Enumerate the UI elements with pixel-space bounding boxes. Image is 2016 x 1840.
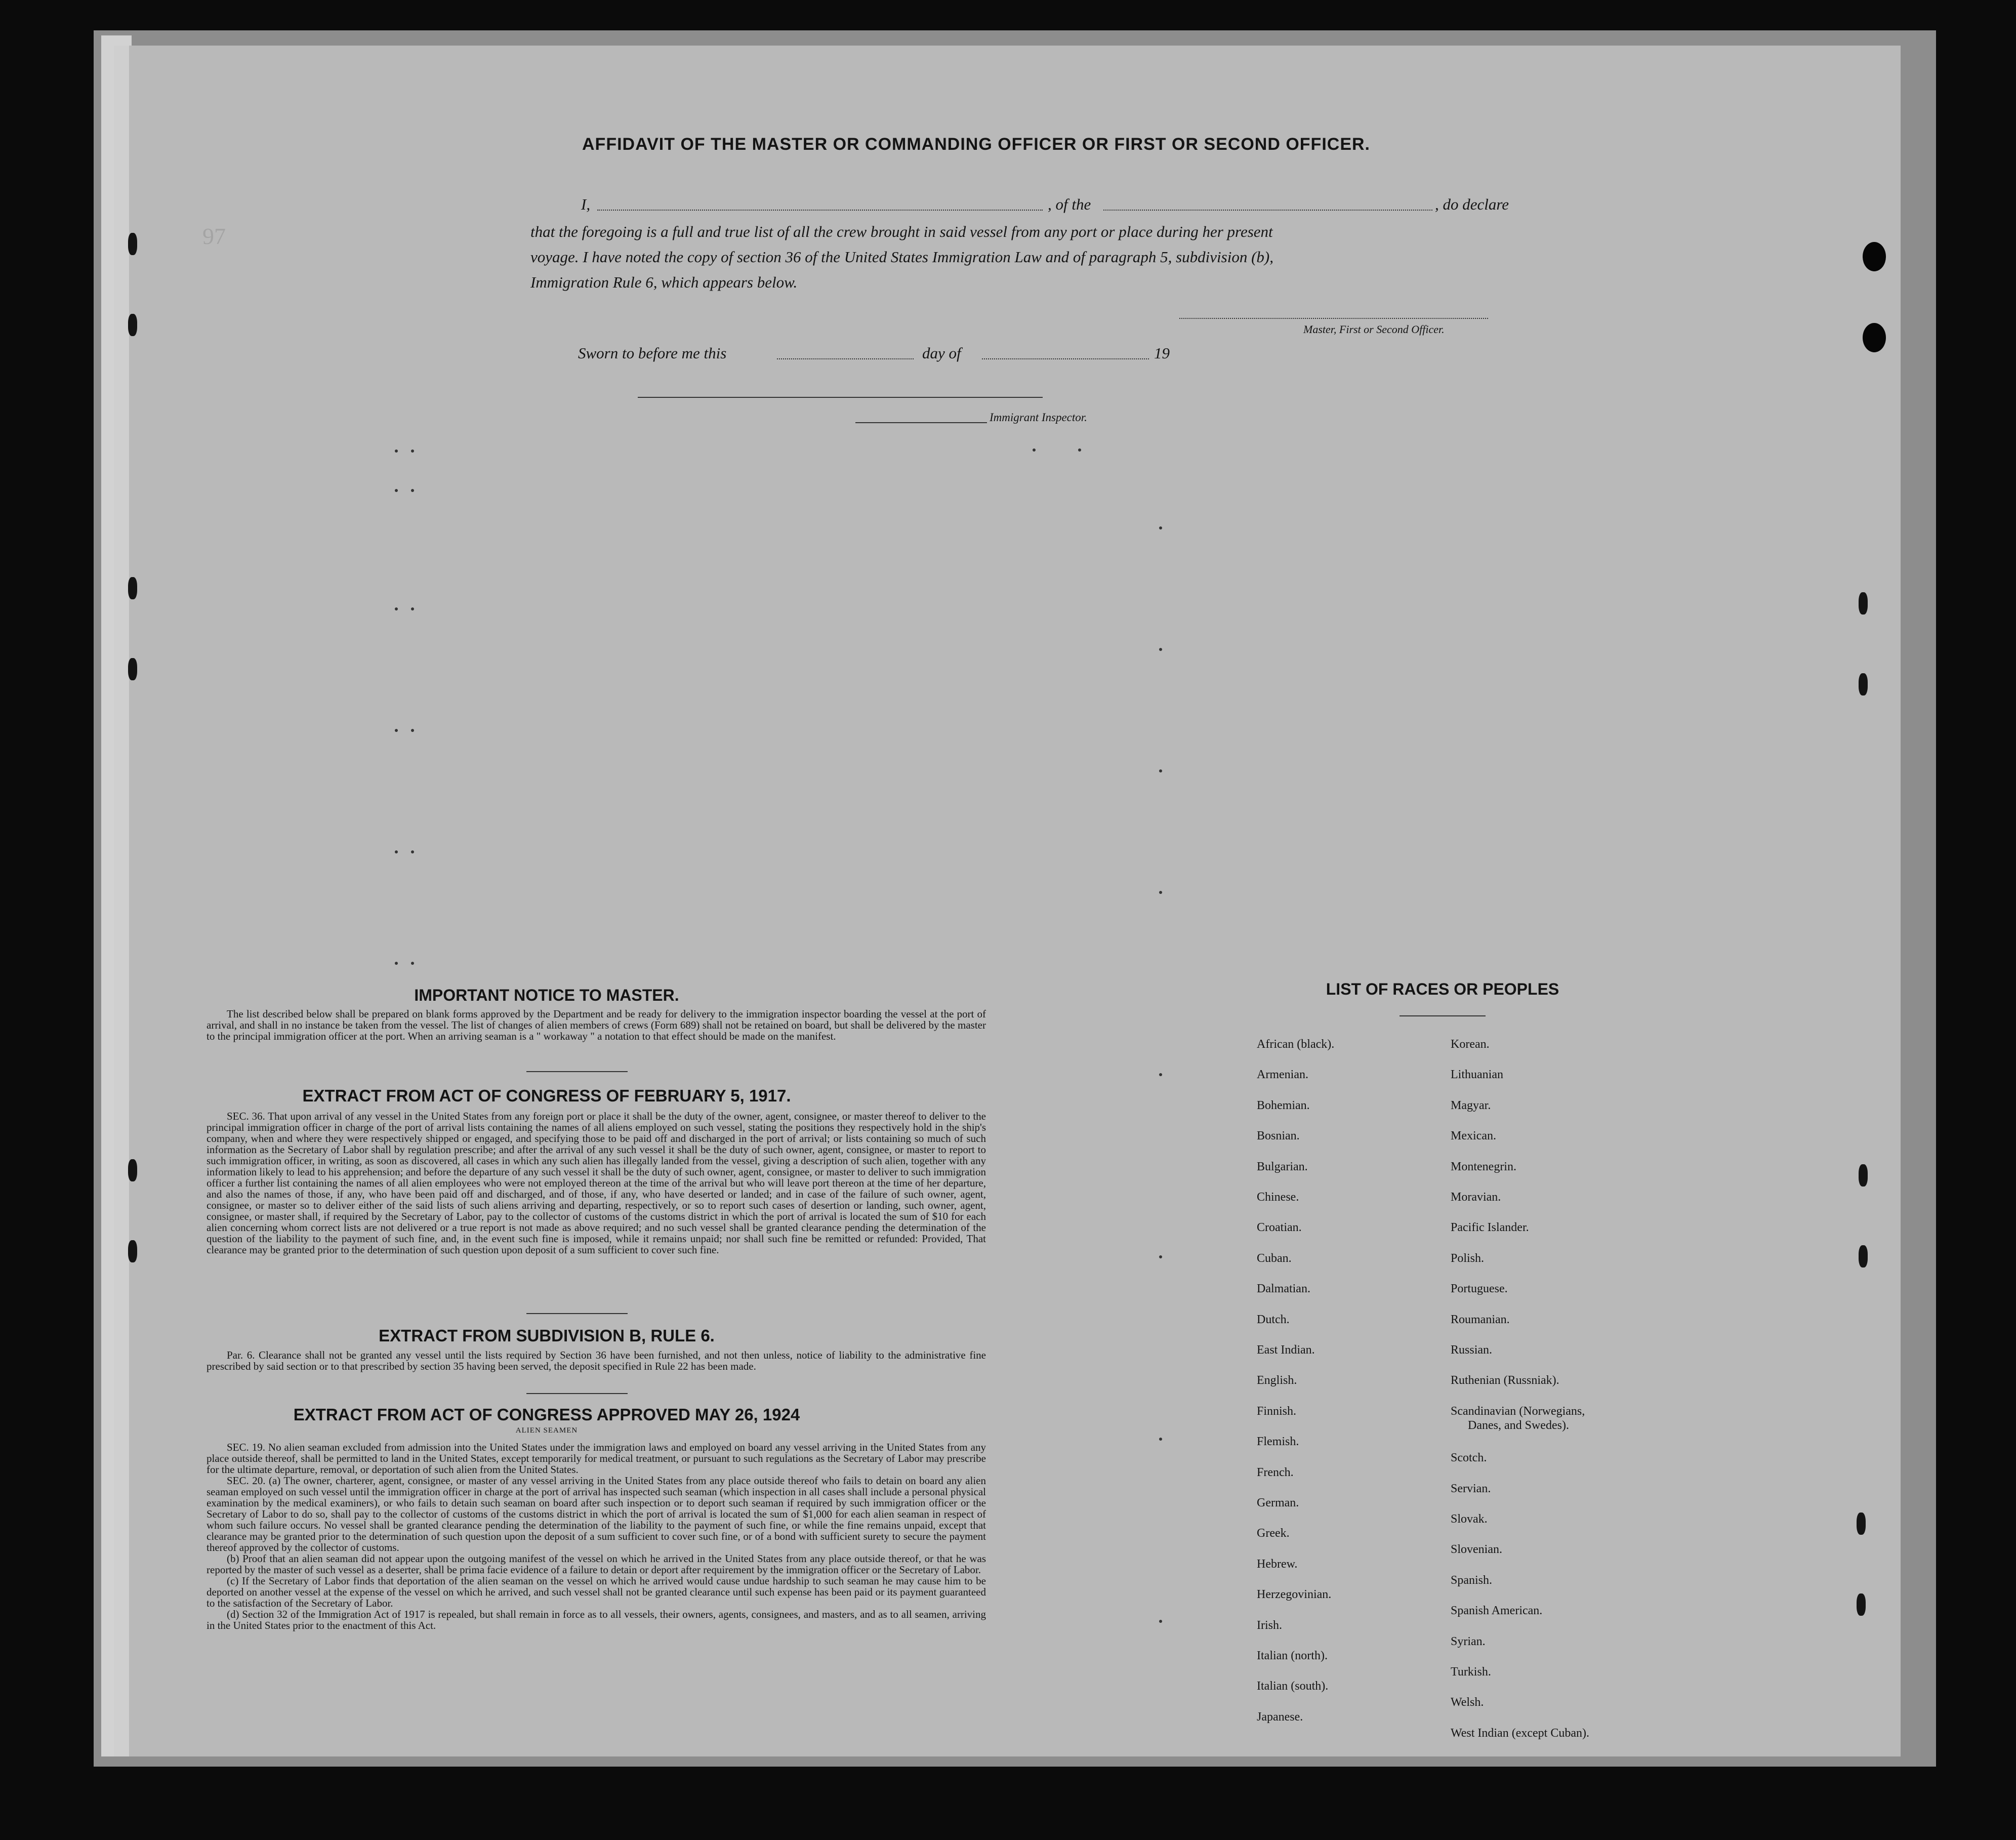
race-item: German. <box>1257 1496 1299 1509</box>
rule6-text <box>207 1350 986 1372</box>
margin-page-number: 97 <box>202 223 226 249</box>
sec20d-paragraph: (d) Section 32 of the Immigration Act of 1917 is repealed, but shall remain in force as to all vessels, their owners, agents, consignees, and masters, and as to all seamen, arriving in the United States prior to the enactment of this Act. <box>207 1608 986 1631</box>
dot <box>1159 526 1162 529</box>
dot <box>1159 1438 1162 1441</box>
notice-title: IMPORTANT NOTICE TO MASTER. <box>414 986 679 1004</box>
race-item: Ruthenian (Russniak). <box>1451 1374 1559 1387</box>
punch-hole-faint <box>1857 1512 1866 1535</box>
race-item: French. <box>1257 1465 1294 1479</box>
master-signature-line <box>1179 318 1488 319</box>
race-item: Italian (south). <box>1257 1680 1329 1693</box>
race-item: Russian. <box>1451 1343 1493 1357</box>
race-item: Scotch. <box>1451 1451 1487 1465</box>
race-item: Magyar. <box>1451 1098 1491 1112</box>
master-signature-label: Master, First or Second Officer. <box>1303 323 1445 336</box>
section-rule <box>526 1393 628 1394</box>
race-item: Korean. <box>1451 1038 1490 1051</box>
race-item: Italian (north). <box>1257 1649 1328 1662</box>
sworn-text: Sworn to before me this <box>578 344 727 362</box>
affidavit-declare: , do declare <box>1435 195 1509 213</box>
affidavit-of-the: , of the <box>1048 195 1091 213</box>
dot <box>395 729 398 732</box>
left-margin-hole <box>128 1240 137 1262</box>
sworn-day-of: day of <box>922 344 961 362</box>
sec20c-paragraph: (c) If the Secretary of Labor finds that deportation of the alien seaman on the vessel on which he arrived would cause undue hardship to such seaman he may cause him to be deported on another vessel at the expense of the vessel on which he arrived, and such vessel shall not be granted clearance until such expense has been paid or its payment guaranteed to the satisfaction of the Secretary of Labor. <box>207 1575 986 1609</box>
races-title: LIST OF RACES OR PEOPLES <box>1326 980 1559 998</box>
dot <box>411 962 414 965</box>
extract-1917-title: EXTRACT FROM ACT OF CONGRESS OF FEBRUARY 5, 1917. <box>302 1086 791 1105</box>
notice-text <box>207 1008 986 1042</box>
race-item: Herzegovinian. <box>1257 1588 1332 1602</box>
dot <box>411 850 414 853</box>
race-item: Cuban. <box>1257 1251 1292 1265</box>
sworn-month-blank <box>982 358 1149 359</box>
dot <box>395 449 398 453</box>
race-item: Slovenian. <box>1451 1543 1502 1557</box>
race-item: Turkish. <box>1451 1665 1491 1679</box>
section-rule <box>526 1313 628 1314</box>
race-item: West Indian (except Cuban). <box>1451 1726 1589 1740</box>
race-item: Danes, and Swedes). <box>1468 1418 1569 1432</box>
race-item: Armenian. <box>1257 1068 1308 1082</box>
left-margin-hole <box>128 577 137 599</box>
race-item: Lithuanian <box>1451 1068 1503 1082</box>
inspector-line-1 <box>638 397 1043 398</box>
dot <box>1033 448 1036 452</box>
race-item: Dutch. <box>1257 1313 1290 1326</box>
sworn-day-blank <box>777 358 914 359</box>
name-blank <box>597 210 1043 211</box>
dot <box>395 962 398 965</box>
race-item: Polish. <box>1451 1251 1485 1265</box>
extract-1917-paragraph: SEC. 36. That upon arrival of any vessel in the United States from any foreign port or place it shall be the duty of the owner, agent, consignee, or master thereof to deliver to the principal immigration officer in charge of the port of arrival lists containing the names of all aliens employed on such vessel, stating the positions they respectively hold in the ship's company, when and where they were respectively shipped or engaged, and specifying those to be paid off and discharged in the port of arrival; or lists containing so much of such information as the Secretary of Labor shall by regulation prescribe; and after the arrival of any such vessel it shall be the duty of such owner, agent, consignee, or master to report to such immigration officer, in writing, as soon as discovered, all cases in which any such alien has illegally landed from the vessel, giving a description of such alien, together with any information likely to lead to his apprehension; and before the departure of any such vessel it shall be the duty of such owner, agent, consignee, or master to deliver to such immigration officer a further list containing the names of all alien employees who were not employed thereon at the time of the arrival but who will leave port thereon at the time of her departure, and also the names of those, if any, who have been paid off and discharged, and of those, if any, who have deserted or landed; and in case of the failure of such owner, agent, consignee, or master so to deliver either of the said lists of such aliens arriving and departing, respectively, or so to report such cases of desertion or landing, such owner, agent, consignee, or master shall, if required by the Secretary of Labor, pay to the collector of customs of the customs district in which the port of arrival is located the sum of $10 for each alien concerning whom correct lists are not delivered or a true report is not made as above required; and no such vessel shall be granted clearance pending the determination of the question of the liability to the payment of such fine, and, in the event such fine is imposed, while it remains unpaid; nor shall such fine be remitted or refunded: Provided, That clearance may be granted prior to the determination of such question upon deposit of a sum sufficient to cover such fine. <box>207 1110 986 1256</box>
dot <box>411 729 414 732</box>
inspector-line-2 <box>855 422 987 423</box>
race-item: Bulgarian. <box>1257 1160 1308 1173</box>
left-margin-hole <box>128 314 137 336</box>
alien-seamen-subtitle: ALIEN SEAMEN <box>515 1426 578 1435</box>
race-item: Croatian. <box>1257 1221 1302 1235</box>
race-item: Portuguese. <box>1451 1282 1508 1296</box>
race-item: Syrian. <box>1451 1634 1486 1648</box>
extract-1924-text <box>207 1442 986 1631</box>
sworn-year: 19 <box>1154 344 1170 362</box>
race-item: Dalmatian. <box>1257 1282 1310 1296</box>
race-item: Spanish. <box>1451 1573 1493 1587</box>
affidavit-line4: Immigration Rule 6, which appears below. <box>530 273 798 291</box>
dot <box>395 850 398 853</box>
race-item: Irish. <box>1257 1618 1282 1632</box>
punch-hole-faint <box>1859 1245 1868 1267</box>
race-item: Flemish. <box>1257 1435 1299 1449</box>
affidavit-line2: that the foregoing is a full and true list of all the crew brought in said vessel from any port or place during her present <box>530 223 1273 240</box>
page-edge <box>101 35 132 1756</box>
race-item: Roumanian. <box>1451 1313 1510 1326</box>
punch-hole-faint <box>1859 1164 1868 1187</box>
race-item: Welsh. <box>1451 1696 1484 1709</box>
sec20b-paragraph: (b) Proof that an alien seaman did not appear upon the outgoing manifest of the vessel on which he arrived in the United States from any place outside thereof, or that he was reported by the master of such vessel as a deserter, shall be prima facie evidence of a failure to detain or deport after requirement by the immigration officer or the Secretary of Labor. <box>207 1552 986 1576</box>
race-item: Bosnian. <box>1257 1129 1300 1143</box>
affidavit-title: AFFIDAVIT OF THE MASTER OR COMMANDING OFFICER OR FIRST OR SECOND OFFICER. <box>582 135 1370 154</box>
race-item: Montenegrin. <box>1451 1160 1516 1173</box>
race-item: Spanish American. <box>1451 1604 1543 1618</box>
dot <box>1159 769 1162 772</box>
race-item: Scandinavian (Norwegians, <box>1451 1404 1585 1418</box>
extract-1924-title: EXTRACT FROM ACT OF CONGRESS APPROVED MAY 26, 1924 <box>293 1405 800 1424</box>
dot <box>395 489 398 492</box>
affidavit-i: I, <box>581 195 591 213</box>
affidavit-line3: voyage. I have noted the copy of section 36 of the United States Immigration Law and of paragraph 5, subdivision (b), <box>530 248 1273 266</box>
dot <box>1078 448 1081 452</box>
race-item: East Indian. <box>1257 1343 1315 1357</box>
punch-hole-faint <box>1859 673 1868 696</box>
dot <box>395 607 398 610</box>
race-item: Hebrew. <box>1257 1557 1298 1571</box>
notice-paragraph: The list described below shall be prepared on blank forms approved by the Department and be ready for delivery to the immigration inspector boarding the vessel at the port of arrival, and shall in no instance be taken from the vessel. The list of changes of alien members of crews (Form 689) shall not be retained on board, but shall be delivered by the master to the principal immigration officer at the port. When an arriving seaman is a " workaway " a notation to that effect should be made on the manifest. <box>207 1008 986 1042</box>
race-item: Pacific Islander. <box>1451 1221 1529 1235</box>
punch-hole <box>1863 242 1886 271</box>
race-item: Slovak. <box>1451 1512 1488 1526</box>
rule6-title: EXTRACT FROM SUBDIVISION B, RULE 6. <box>379 1326 715 1345</box>
left-margin-hole <box>128 658 137 680</box>
race-item: Moravian. <box>1451 1191 1501 1204</box>
race-item: Chinese. <box>1257 1191 1299 1204</box>
race-item: Finnish. <box>1257 1404 1297 1418</box>
race-item: English. <box>1257 1374 1297 1387</box>
dot <box>411 489 414 492</box>
rule6-paragraph: Par. 6. Clearance shall not be granted any vessel until the lists required by Section 36 have been furnished, and not then unless, notice of liability to the administrative fine prescribed by said section or to that prescribed by section 35 having been served, the deposit specified in Rule 22 has been made. <box>207 1349 986 1372</box>
section-rule <box>526 1071 628 1072</box>
dot <box>411 449 414 453</box>
race-item: African (black). <box>1257 1038 1335 1051</box>
race-item: Japanese. <box>1257 1710 1303 1724</box>
race-item: Mexican. <box>1451 1129 1496 1143</box>
punch-hole <box>1863 323 1886 352</box>
extract-1917-text <box>207 1111 986 1255</box>
dot <box>411 607 414 610</box>
section-rule <box>1400 1015 1486 1016</box>
dot <box>1159 1255 1162 1258</box>
sec19-paragraph: SEC. 19. No alien seaman excluded from admission into the United States under the immigration laws and employed on board any vessel arriving in the United States from any place outside thereof, shall be permitted to land in the United States, except temporarily for medical treatment, or pursuant to such regulations as the Secretary of Labor may prescribe for the ultimate departure, removal, or deportation of such alien from the United States. <box>207 1441 986 1476</box>
race-item: Greek. <box>1257 1527 1290 1540</box>
dot <box>1159 891 1162 894</box>
race-item: Bohemian. <box>1257 1098 1310 1112</box>
vessel-blank <box>1103 210 1432 211</box>
punch-hole-faint <box>1859 592 1868 615</box>
dot <box>1159 1620 1162 1623</box>
dot <box>1159 648 1162 651</box>
inspector-label: Immigrant Inspector. <box>990 411 1087 424</box>
punch-hole-faint <box>1857 1593 1866 1616</box>
race-item: Servian. <box>1451 1482 1491 1495</box>
dot <box>1159 1073 1162 1076</box>
sec20a-paragraph: SEC. 20. (a) The owner, charterer, agent, consignee, or master of any vessel arriving in the United States from any place outside thereof who fails to detain on board any alien seaman employed on such vessel until the immigration officer in charge at the port of arrival has inspected such seaman (which inspection in all cases shall include a personal physical examination by the medical examiners), or who fails to detain such seaman on board after such inspection or to deport such seaman if required by such immigration officer or the Secretary of Labor to do so, shall pay to the collector of customs of the customs district in which the port of arrival is located the sum of $1,000 for each alien seaman in respect of whom such failure occurs. No vessel shall be granted clearance pending the determination of the liability to the payment of such fine, or while the fine remains unpaid, except that clearance may be granted prior to the determination of such question upon the deposit of a sum sufficient to cover such fine, or of a bond with sufficient surety to secure the payment thereof approved by the collector of customs. <box>207 1475 986 1553</box>
left-margin-hole <box>128 233 137 255</box>
left-margin-hole <box>128 1159 137 1181</box>
